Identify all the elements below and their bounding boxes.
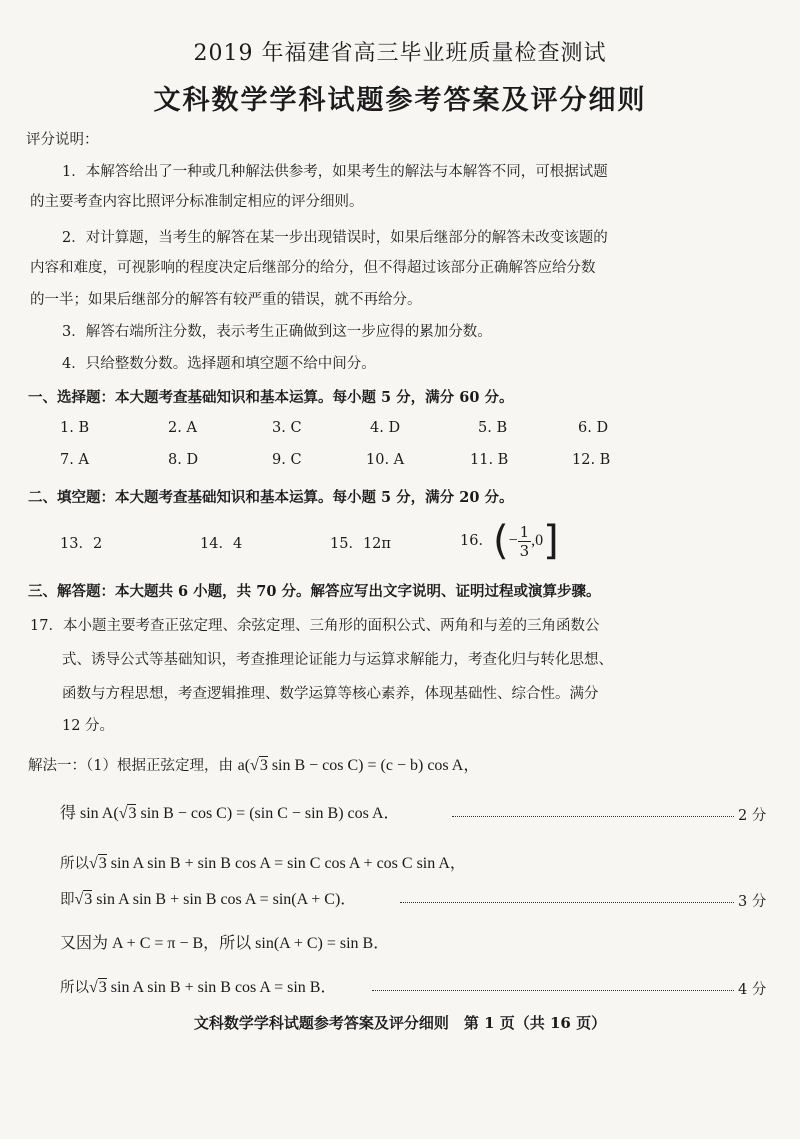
sqrt-radicand: 3 [98,855,107,872]
formula-part: 得 sin A( [60,805,119,822]
solution-line-4 [60,886,356,909]
answer-item: 3. C [272,420,302,436]
answer-item: 9. C [272,452,302,468]
q17-line-1: 17．本小题主要考查正弦定理、余弦定理、三角形的面积公式、两角和与差的三角函数公 [30,618,600,634]
solution-line-6 [60,974,336,997]
q17-line-3: 函数与方程思想，考查逻辑推理、数学运算等核心素养，体现基础性、综合性。满分 [62,686,599,702]
formula-lead: 所以 [60,856,89,872]
answer-item: 8. D [168,452,199,468]
score-leader-dots [400,902,734,903]
interval-end: ,0 [531,532,544,549]
note-1-line-1: 1．本解答给出了一种或几种解法供参考，如果考生的解法与本解答不同，可根据试题 [62,164,608,180]
answer-item: 7. A [60,452,89,468]
open-paren: ( [492,518,509,564]
formula-part: sin B − cos C) = (c − b) cos A， [267,757,480,774]
answer-item: 11. B [470,452,509,468]
sqrt-symbol: √ [118,805,128,822]
solution-line-3 [60,850,466,873]
score-mark: 4 分 [738,982,767,998]
fill-answer-16-label: 16． [460,533,493,549]
sqrt-symbol: √ [250,757,259,774]
score-mark: 3 分 [738,894,767,910]
note-3: 3．解答右端所注分数，表示考生正确做到这一步应得的累加分数。 [62,324,492,340]
q17-line-2: 式、诱导公式等基础知识，考查推理论证能力与运算求解能力，考查化归与转化思想、 [62,652,613,668]
score-mark: 2 分 [738,808,767,824]
note-2-line-1: 2．对计算题，当考生的解答在某一步出现错误时，如果后继部分的解答未改变该题的 [62,230,608,246]
formula-part: sin B − cos C) = (sin C − sin B) cos A． [136,805,400,822]
fill-answer-16 [460,518,559,564]
notes-heading: 评分说明： [26,132,99,148]
formula-part: sin A sin B + sin B cos A = sin B． [106,979,337,996]
section-3-heading: 三、解答题：本大题共 6 小题，共 70 分。解答应写出文字说明、证明过程或演算步骤。 [28,583,601,600]
sqrt-symbol: √ [89,979,98,996]
solution-line-1 [28,752,479,775]
page-footer: 文科数学学科试题参考答案及评分细则 第 1 页（共 16 页） [193,1014,607,1032]
exam-title: 2019 年福建省高三毕业班质量检查测试 [193,41,607,66]
formula-part: sin A sin B + sin B cos A = sin(A + C)． [92,891,357,908]
fill-answer-13: 13．2 [60,536,103,552]
fraction [518,523,532,560]
solution-line-2 [60,800,400,823]
sqrt-symbol: √ [89,855,98,872]
answer-item: 6. D [578,420,609,436]
score-leader-dots [452,816,734,817]
note-1-line-2: 的主要考查内容比照评分标准制定相应的评分细则。 [30,194,364,210]
sqrt-radicand: 3 [259,757,268,774]
solution-intro: 解法一：（1）根据正弦定理，由 [28,758,233,774]
q17-line-4: 12 分。 [62,718,115,734]
formula-part: sin A sin B + sin B cos A = sin C cos A + cos C sin A， [106,855,466,872]
section-2-heading: 二、填空题：本大题考查基础知识和基本运算。每小题 5 分，满分 20 分。 [28,489,514,506]
answer-item: 10. A [366,452,405,468]
solution-line-5: 又因为 A + C = π − B，所以 sin(A + C) = sin B． [60,935,390,952]
score-leader-dots [372,990,734,991]
document-title: 文科数学学科试题参考答案及评分细则 [153,85,647,116]
formula-lead: 即 [60,892,75,908]
formula-part: a( [237,757,251,774]
close-bracket: ] [543,518,559,564]
answer-item: 5. B [478,420,508,436]
answer-item: 2. A [168,420,197,436]
sqrt-radicand: 3 [128,805,137,822]
sqrt-radicand: 3 [98,979,107,996]
fill-answer-14: 14．4 [200,536,243,552]
sqrt-symbol: √ [74,891,84,908]
note-2-line-2: 内容和难度，可视影响的程度决定后继部分的给分，但不得超过该部分正确解答应给分数 [30,260,596,276]
minus-sign: − [508,532,518,549]
answer-item: 1. B [60,420,90,436]
section-1-heading: 一、选择题：本大题考查基础知识和基本运算。每小题 5 分，满分 60 分。 [28,389,514,406]
answer-item: 12. B [572,452,611,468]
formula-lead: 所以 [60,980,89,996]
fill-answer-15: 15．12π [330,536,391,552]
answer-item: 4. D [370,420,401,436]
note-4: 4．只给整数分数。选择题和填空题不给中间分。 [62,356,376,372]
fraction-denominator: 3 [519,541,530,560]
fraction-numerator: 1 [519,522,530,541]
sqrt-radicand: 3 [84,891,93,908]
note-2-line-3: 的一半；如果后继部分的解答有较严重的错误，就不再给分。 [30,292,422,308]
